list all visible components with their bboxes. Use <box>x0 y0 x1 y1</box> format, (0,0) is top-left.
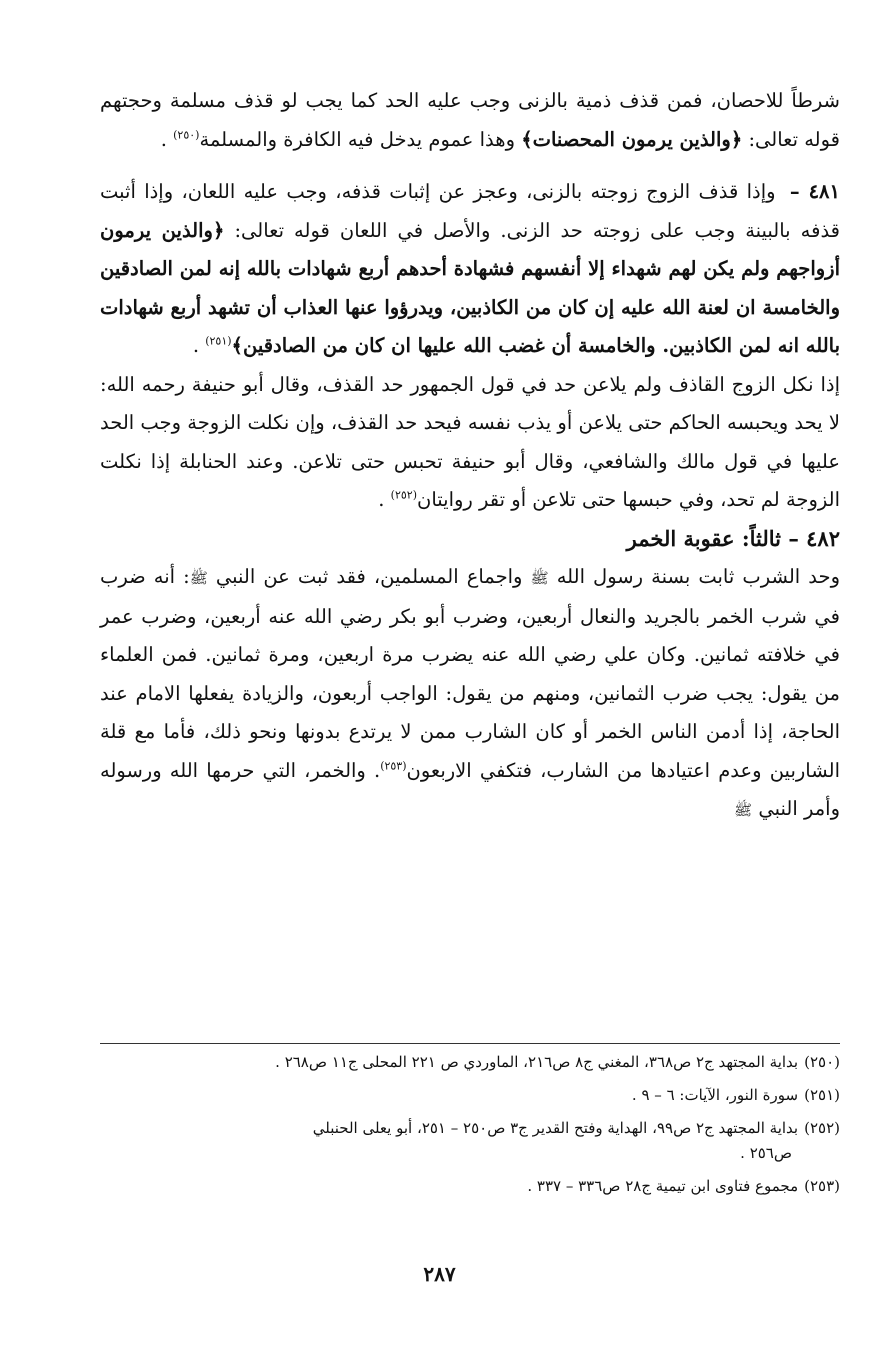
footnote-number: (٢٥٣) <box>804 1177 840 1195</box>
footnote-ref-252: (٢٥٢) <box>390 488 417 502</box>
paragraph-4 <box>100 558 840 830</box>
footnote-text: بداية المجتهد ج٢ ص٣٦٨، المغني ج٨ ص٢١٦، الماوردي ص ٢٢١ المحلى ج١١ ص٢٦٨ . <box>275 1053 799 1071</box>
paragraph-4-text-b: واجماع المسلمين، فقد ثبت عن النبي <box>207 565 531 588</box>
paragraph-481-text: وإذا قذف الزوج زوجته بالزنى، وعجز عن إثبات قذفه، وجب عليه اللعان، وإذا أثبت قذفه بالبينة وجب على زوجته حد الزنى. والأصل في اللعان قوله تعالى: <box>100 180 840 242</box>
page-number: ٢٨٧ <box>423 1262 456 1286</box>
footnote-text: مجموع فتاوى ابن تيمية ج٢٨ ص٣٣٦ – ٣٣٧ . <box>527 1177 799 1195</box>
footnote-253 <box>100 1174 840 1199</box>
paragraph-1-text-a: شرطاً للاحصان، فمن قذف ذمية بالزنى وجب عليه الحد كما يجب لو قذف مسلمة وحجتهم قوله تعالى: <box>100 89 840 151</box>
quran-quote-2: ﴿والذين يرمون أزواجهم ولم يكن لهم شهداء إلا أنفسهم فشهادة أحدهم أربع شهادات بالله إنه لمن الصادقين والخامسة ان لعنة الله عليه إن كان من الكاذبين، ويدرؤوا عنها العذاب أن تشهد أربع شهادات بالله انه لمن الكاذبين. والخامسة أن غضب الله عليها ان كان من الصادقين﴾ <box>100 218 840 357</box>
section-title: ثالثاً: عقوبة الخمر <box>626 525 782 551</box>
main-text <box>100 82 840 830</box>
salawat-symbol: ﷺ <box>734 801 753 819</box>
section-number-481: ٤٨١ – <box>789 180 840 203</box>
footnote-number: (٢٥٢) <box>804 1119 840 1137</box>
footnote-251 <box>100 1083 840 1108</box>
paragraph-3 <box>100 366 840 520</box>
footnote-ref-251: (٢٥١) <box>205 334 232 348</box>
footnote-number: (٢٥١) <box>804 1086 840 1104</box>
footnote-252 <box>100 1116 840 1166</box>
footnotes <box>100 1050 840 1207</box>
footnote-ref-250: (٢٥٠) <box>173 128 200 141</box>
salawat-symbol: ﷺ <box>189 569 208 587</box>
section-heading-482 <box>100 520 840 559</box>
paragraph-1-text-b: وهذا عموم يدخل فيه الكافرة والمسلمة <box>199 127 522 151</box>
footnote-divider <box>100 1043 840 1044</box>
footnote-text: سورة النور، الآيات: ٦ – ٩ . <box>631 1086 799 1104</box>
paragraph-481-end: . <box>192 334 206 357</box>
paragraph-3-text: إذا نكل الزوج القاذف ولم يلاعن حد في قول الجمهور حد القذف، وقال أبو حنيفة رحمه الله: لا يحد ويحبسه الحاكم حتى يلاعن أو يذب نفسه فيحد حد القذف، وإن نكلت الزوجة وجب الحد عليها في قول مالك والشافعي، وقال أبو حنيفة تحبس حتى تلاعن. وعند الحنابلة إذا نكلت الزوجة لم تحد، وفي حبسها حتى تلاعن أو تقر روايتان <box>100 372 840 511</box>
footnote-continuation: ص٢٥٦ . <box>740 1144 792 1162</box>
footnote-250 <box>100 1050 840 1075</box>
paragraph-1 <box>100 82 840 159</box>
salawat-symbol: ﷺ <box>530 569 549 587</box>
section-number-482: ٤٨٢ – <box>788 525 840 551</box>
footnote-text: بداية المجتهد ج٢ ص٩٩، الهداية وفتح القدير ج٣ ص٢٥٠ – ٢٥١، أبو يعلى الحنبلي <box>312 1119 799 1137</box>
paragraph-gap <box>100 159 840 173</box>
quran-quote-1: ﴿والذين يرمون المحصنات﴾ <box>521 127 743 151</box>
paragraph-4-text-d: . والخمر، التي حرمها الله ورسوله وأمر النبي <box>100 758 840 820</box>
footnote-number: (٢٥٠) <box>804 1053 840 1071</box>
footnote-ref-253: (٢٥٣) <box>380 759 407 772</box>
paragraph-3-end: . <box>378 488 391 511</box>
paragraph-4-text-c: : أنه ضرب في شرب الخمر بالجريد والنعال أربعين، وضرب أبو بكر رضي الله عنه أربعين، وضرب عمر في خلافته ثمانين. وكان علي رضي الله عنه يضرب مرة اربعين، ومرة ثمانين. فمن العلماء من يقول: يجب ضرب الثمانين، ومنهم من يقول: الواجب أربعون، والزيادة يفعلها الامام عند الحاجة، إذا أدمن الناس الخمر أو كان الشارب ممن لا يرتدع بدونها ونحو ذلك، فأما مع قلة الشاربين وعدم اعتيادها من الشارب، فتكفي الاربعون <box>100 565 840 782</box>
paragraph-1-end: . <box>160 127 174 151</box>
paragraph-4-text-a: وحد الشرب ثابت بسنة رسول الله <box>548 565 840 588</box>
paragraph-481 <box>100 173 840 366</box>
